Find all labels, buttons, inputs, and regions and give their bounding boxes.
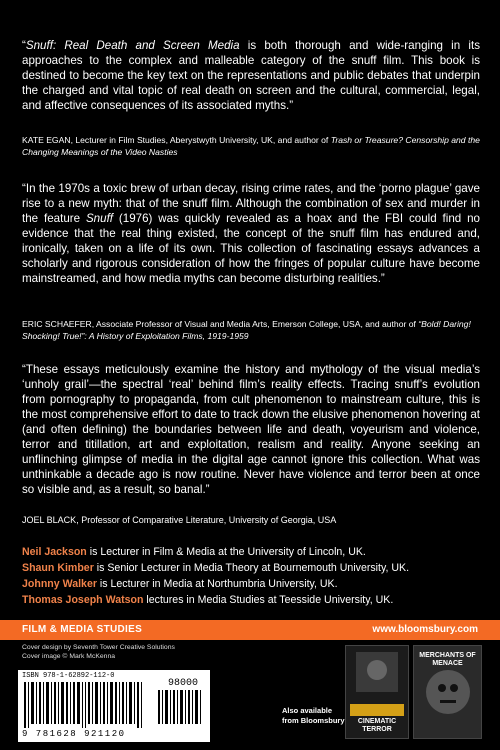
cover-credits	[22, 644, 175, 661]
book-thumbnail-merchants-of-menace[interactable]	[413, 645, 482, 739]
also-available-line-2: from Bloomsbury	[282, 716, 345, 725]
attribution-1	[22, 134, 482, 158]
bio-name: Thomas Joseph Watson	[22, 594, 144, 606]
quote-2	[22, 181, 480, 286]
bio-text: is Lecturer in Film & Media at the University of Lincoln, UK.	[86, 546, 366, 558]
book-thumbnail-cinematic-terror[interactable]	[345, 645, 409, 739]
bio-text: is Senior Lecturer in Media Theory at Bournemouth University, UK.	[93, 562, 410, 574]
also-available	[282, 706, 345, 726]
attribution-1-name: KATE EGAN	[22, 135, 71, 145]
bio-name: Neil Jackson	[22, 546, 87, 558]
price-code: 98000	[168, 678, 199, 689]
bio-item	[22, 544, 482, 560]
attribution-1-work: Trash or Treasure? Censorship and the Changing Meanings of the Video Nasties	[22, 135, 480, 157]
open-quote: “	[22, 39, 26, 52]
attribution-2-role: , Associate Professor of Visual and Media Arts, Emerson College, USA, and author of	[91, 319, 419, 329]
publisher-website[interactable]: www.bloomsbury.com	[372, 624, 478, 635]
quote-1-text: is both thorough and wide-ranging in its approaches to the complex and malleable category of the snuff film. This book is destined to become the key text on the representations and public debates that underpin the charged and vital topic of real death on screen and the cultural, commercial, legal, and affective consequences of its associated myths.”	[22, 39, 480, 112]
category-bar	[0, 620, 500, 640]
book-title-italic: Snuff: Real Death and Screen Media	[25, 39, 240, 52]
quote-2-italic: Snuff	[85, 212, 114, 225]
isbn-label: ISBN 978-1-62892-112-0	[22, 672, 115, 680]
editor-bios	[22, 544, 482, 608]
quote-2-text-after: (1976) was quickly revealed as a hoax and the FBI could find no evidence that the real thing existed, the concept of the snuff film has endured and, ironically, taken on a life of its own. This collection of fascinating essays advances a scholarly and rigorous consideration of how the fringes of popular culture have become mainstreamed, and how media myths can become disturbing realities.”	[22, 212, 480, 285]
attribution-3-role: , Professor of Comparative Literature, University of Georgia, USA	[76, 515, 337, 525]
barcode-digits: 9 781628 921120	[22, 729, 126, 739]
bio-item	[22, 592, 482, 608]
bio-item	[22, 560, 482, 576]
attribution-3-name: JOEL BLACK	[22, 515, 77, 525]
book1-title: CINEMATIC TERROR	[357, 718, 397, 733]
attribution-3	[22, 514, 482, 526]
attribution-2-name: ERIC SCHAEFER	[22, 319, 92, 329]
bio-name: Johnny Walker	[22, 578, 97, 590]
quote-2-text-before: “In the 1970s a toxic brew of urban decay, rising crime rates, and the ‘porno plague’ gave rise to a new myth: that of the snuff film. Although the combination of sex and murder in the feature	[22, 182, 480, 225]
bio-text: is Lecturer in Media at Northumbria University, UK.	[96, 578, 338, 590]
cover-design-credit: Cover design by Seventh Tower Creative Solutions	[22, 644, 175, 651]
quote-3: “These essays meticulously examine the history and mythology of the visual media’s ‘unholy grail’—the spectral ‘real’ behind film’s reality effects. Tracing snuff’s evolution from pornography to propaganda, from cult phenomenon to mainstream culture, this is the most comprehensive effort to date to track down the elusive phenomenon hovering at (and often defining) the boundaries between life and death, voyeurism and violence, terror and titillation, art and exploitation, realism and reality. Anyone seeking an unflinching glimpse of media in the digital age cannot ignore this collection. What was unthinkable a decade ago is now routine. Never have violence and terror been at once so visible and, as a result, so banal.”	[22, 363, 480, 496]
attribution-1-role: , Lecturer in Film Studies, Aberystwyth University, UK, and author of	[70, 135, 331, 145]
also-available-line-1: Also available	[282, 706, 333, 715]
attribution-2-work: “Bold! Daring! Shocking! True!”: A History of Exploitation Films, 1919-1959	[22, 319, 471, 341]
cover-image-credit: Cover image © Mark McKenna	[22, 652, 116, 660]
book2-title: MERCHANTS OF MENACE	[419, 652, 476, 667]
barcode	[18, 670, 210, 742]
bio-name: Shaun Kimber	[22, 562, 94, 574]
bio-item	[22, 576, 482, 592]
category-label: FILM & MEDIA STUDIES	[22, 624, 143, 635]
bio-text: lectures in Media Studies at Teesside University, UK.	[143, 594, 394, 606]
quote-1	[22, 38, 480, 113]
attribution-2	[22, 318, 482, 342]
